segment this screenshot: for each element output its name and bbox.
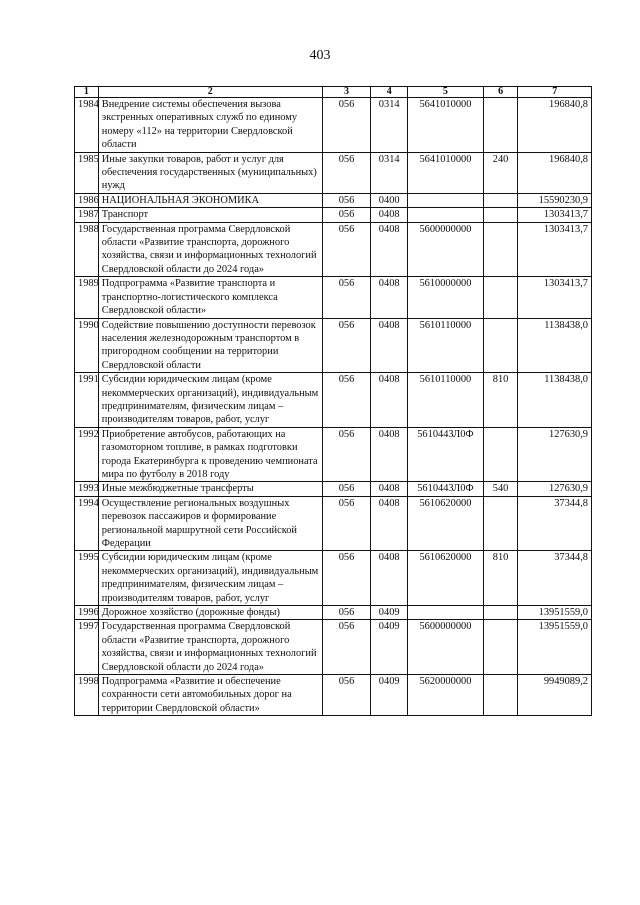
cell-expense-type: [483, 620, 518, 675]
table-row: [75, 551, 592, 606]
table-row: [75, 373, 592, 428]
cell-row-number: 1985: [75, 152, 99, 193]
column-header: 4: [371, 87, 408, 98]
table-row: [75, 675, 592, 716]
cell-item-name: Подпрограмма «Развитие и обеспечение сохранности сети автомобильных дорог на территории Свердловской области»: [98, 675, 322, 716]
cell-amount: 1303413,7: [518, 208, 592, 222]
column-header: 6: [483, 87, 518, 98]
cell-row-number: 1991: [75, 373, 99, 428]
cell-amount: 127630,9: [518, 482, 592, 496]
cell-item-name: Содействие повышению доступности перевозок населения железнодорожным транспортом в пригородном сообщении на территории Свердловской области: [98, 318, 322, 373]
cell-row-number: 1990: [75, 318, 99, 373]
cell-amount: 1303413,7: [518, 277, 592, 318]
cell-expense-type: [483, 606, 518, 620]
cell-expense-type: 810: [483, 373, 518, 428]
cell-item-name: Иные межбюджетные трансферты: [98, 482, 322, 496]
cell-expense-type: [483, 496, 518, 551]
cell-row-number: 1998: [75, 675, 99, 716]
cell-section-code: 0409: [371, 675, 408, 716]
cell-target-code: 5600000000: [408, 620, 484, 675]
column-header: 2: [98, 87, 322, 98]
cell-amount: 37344,8: [518, 496, 592, 551]
cell-department-code: 056: [322, 152, 371, 193]
page-number: 403: [309, 48, 331, 63]
cell-amount: 1303413,7: [518, 222, 592, 277]
cell-department-code: 056: [322, 675, 371, 716]
cell-target-code: 5610110000: [408, 373, 484, 428]
cell-expense-type: [483, 427, 518, 482]
cell-expense-type: [483, 208, 518, 222]
cell-row-number: 1994: [75, 496, 99, 551]
table-row: [75, 318, 592, 373]
cell-department-code: 056: [322, 318, 371, 373]
column-header: 3: [322, 87, 371, 98]
cell-amount: 196840,8: [518, 98, 592, 153]
table-row: [75, 222, 592, 277]
cell-item-name: Государственная программа Свердловской области «Развитие транспорта, дорожного хозяйства, связи и информационных технологий Свердловской области до 2024 года»: [98, 222, 322, 277]
cell-department-code: 056: [322, 373, 371, 428]
cell-row-number: 1986: [75, 193, 99, 207]
cell-target-code: 561044ЗЛ0Ф: [408, 427, 484, 482]
cell-item-name: Дорожное хозяйство (дорожные фонды): [98, 606, 322, 620]
table-row: [75, 193, 592, 207]
cell-department-code: 056: [322, 606, 371, 620]
cell-department-code: 056: [322, 208, 371, 222]
cell-item-name: Осуществление региональных воздушных перевозок пассажиров и формирование региональной маршрутной сети Российской Федерации: [98, 496, 322, 551]
cell-row-number: 1984: [75, 98, 99, 153]
table-row: [75, 620, 592, 675]
cell-amount: 1138438,0: [518, 373, 592, 428]
cell-section-code: 0408: [371, 318, 408, 373]
cell-section-code: 0409: [371, 606, 408, 620]
cell-item-name: Транспорт: [98, 208, 322, 222]
cell-item-name: Внедрение системы обеспечения вызова экстренных оперативных служб по единому номеру «112» на территории Свердловской области: [98, 98, 322, 153]
cell-target-code: [408, 208, 484, 222]
cell-item-name: Субсидии юридическим лицам (кроме некоммерческих организаций), индивидуальным предпринимателям, физическим лицам – производителям товаров, работ, услуг: [98, 373, 322, 428]
cell-amount: 15590230,9: [518, 193, 592, 207]
cell-target-code: 5610110000: [408, 318, 484, 373]
cell-department-code: 056: [322, 427, 371, 482]
table-row: [75, 152, 592, 193]
cell-department-code: 056: [322, 620, 371, 675]
cell-target-code: 5600000000: [408, 222, 484, 277]
cell-amount: 1138438,0: [518, 318, 592, 373]
cell-section-code: 0408: [371, 482, 408, 496]
cell-expense-type: [483, 222, 518, 277]
cell-section-code: 0409: [371, 620, 408, 675]
cell-item-name: Приобретение автобусов, работающих на газомоторном топливе, в рамках подготовки города Екатеринбурга к проведению чемпионата мира по футболу в 2018 году: [98, 427, 322, 482]
cell-section-code: 0400: [371, 193, 408, 207]
table-row: [75, 98, 592, 153]
cell-amount: 37344,8: [518, 551, 592, 606]
table-row: [75, 606, 592, 620]
cell-expense-type: [483, 193, 518, 207]
cell-department-code: 056: [322, 277, 371, 318]
cell-expense-type: 240: [483, 152, 518, 193]
cell-target-code: [408, 193, 484, 207]
cell-item-name: НАЦИОНАЛЬНАЯ ЭКОНОМИКА: [98, 193, 322, 207]
cell-row-number: 1987: [75, 208, 99, 222]
cell-target-code: 5641010000: [408, 98, 484, 153]
cell-department-code: 056: [322, 496, 371, 551]
column-header: 1: [75, 87, 99, 98]
cell-expense-type: [483, 277, 518, 318]
cell-expense-type: 810: [483, 551, 518, 606]
cell-amount: 127630,9: [518, 427, 592, 482]
cell-item-name: Субсидии юридическим лицам (кроме некоммерческих организаций), индивидуальным предпринимателям, физическим лицам – производителям товаров, работ, услуг: [98, 551, 322, 606]
cell-department-code: 056: [322, 482, 371, 496]
cell-target-code: 561044ЗЛ0Ф: [408, 482, 484, 496]
cell-item-name: Государственная программа Свердловской области «Развитие транспорта, дорожного хозяйства, связи и информационных технологий Свердловской области до 2024 года»: [98, 620, 322, 675]
cell-section-code: 0408: [371, 277, 408, 318]
cell-department-code: 056: [322, 551, 371, 606]
cell-row-number: 1992: [75, 427, 99, 482]
cell-amount: 9949089,2: [518, 675, 592, 716]
table-row: [75, 277, 592, 318]
table-row: [75, 496, 592, 551]
table-row: [75, 427, 592, 482]
cell-item-name: Иные закупки товаров, работ и услуг для обеспечения государственных (муниципальных) нужд: [98, 152, 322, 193]
column-header: 7: [518, 87, 592, 98]
cell-row-number: 1996: [75, 606, 99, 620]
table-row: [75, 482, 592, 496]
table-header-row: [75, 87, 592, 98]
cell-expense-type: [483, 318, 518, 373]
cell-department-code: 056: [322, 222, 371, 277]
cell-amount: 13951559,0: [518, 620, 592, 675]
cell-section-code: 0408: [371, 208, 408, 222]
cell-section-code: 0408: [371, 427, 408, 482]
cell-item-name: Подпрограмма «Развитие транспорта и транспортно-логистического комплекса Свердловской области»: [98, 277, 322, 318]
cell-row-number: 1997: [75, 620, 99, 675]
cell-section-code: 0408: [371, 496, 408, 551]
cell-expense-type: [483, 98, 518, 153]
column-header: 5: [408, 87, 484, 98]
cell-row-number: 1995: [75, 551, 99, 606]
cell-department-code: 056: [322, 193, 371, 207]
cell-section-code: 0408: [371, 373, 408, 428]
cell-target-code: 5610000000: [408, 277, 484, 318]
cell-row-number: 1989: [75, 277, 99, 318]
budget-table: [74, 86, 592, 716]
cell-amount: 13951559,0: [518, 606, 592, 620]
cell-row-number: 1988: [75, 222, 99, 277]
cell-target-code: [408, 606, 484, 620]
cell-amount: 196840,8: [518, 152, 592, 193]
cell-target-code: 5610620000: [408, 496, 484, 551]
cell-section-code: 0408: [371, 551, 408, 606]
table-row: [75, 208, 592, 222]
cell-target-code: 5620000000: [408, 675, 484, 716]
cell-row-number: 1993: [75, 482, 99, 496]
cell-section-code: 0314: [371, 98, 408, 153]
cell-expense-type: [483, 675, 518, 716]
cell-expense-type: 540: [483, 482, 518, 496]
cell-section-code: 0314: [371, 152, 408, 193]
cell-department-code: 056: [322, 98, 371, 153]
cell-section-code: 0408: [371, 222, 408, 277]
cell-target-code: 5610620000: [408, 551, 484, 606]
cell-target-code: 5641010000: [408, 152, 484, 193]
table-body: [75, 98, 592, 716]
